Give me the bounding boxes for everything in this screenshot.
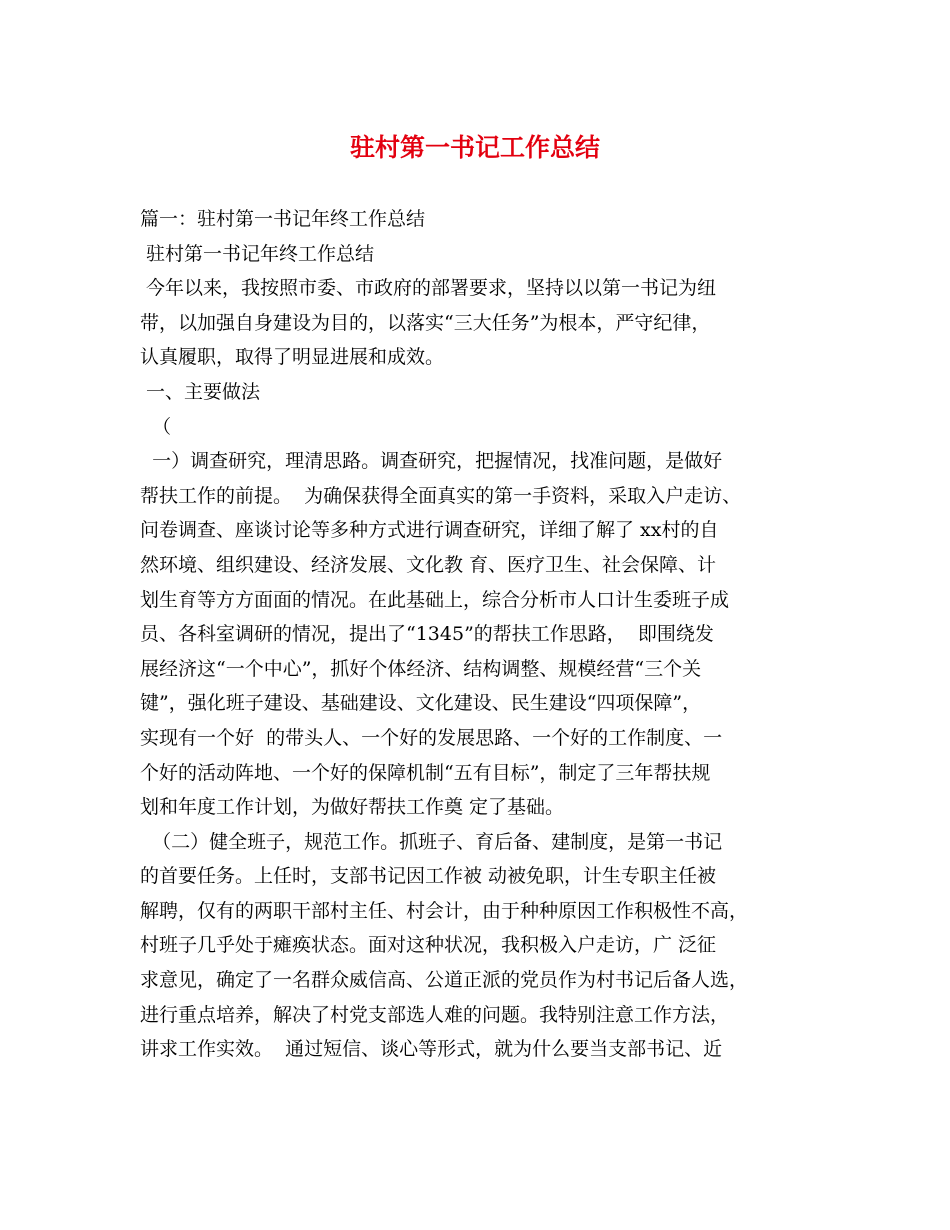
text-line: 讲求工作实效。 通过短信、谈心等形式，就为什么要当支部书记、近 — [140, 1038, 723, 1061]
text-line: 划和年度工作计划，为做好帮扶工作奠 定了基础。 — [140, 796, 565, 819]
text-line: 解聘，仅有的两职干部村主任、村会计，由于种种原因工作积极性不高， — [140, 899, 749, 922]
text-line: 认真履职，取得了明显进展和成效。 — [140, 346, 445, 369]
text-line: 今年以来，我按照市委、市政府的部署要求，坚持以以第一书记为纽 — [140, 277, 717, 300]
text-line: 村班子几乎处于瘫痪状态。面对这种状况，我积极入户走访，广 泛征 — [140, 934, 717, 957]
text-line: 带，以加强自身建设为目的，以落实“三大任务”为根本，严守纪律， — [140, 311, 711, 334]
text-line: （二）健全班子，规范工作。抓班子、育后备、建制度，是第一书记 — [140, 830, 723, 853]
text-line: 的首要任务。上任时，支部书记因工作被 动被免职，计生专职主任被 — [140, 865, 717, 888]
text-line: 划生育等方方面面的情况。在此基础上，综合分析市人口计生委班子成 — [140, 588, 730, 611]
text-line: 展经济这“一个中心”，抓好个体经济、结构调整、规模经营“三个关 — [140, 657, 702, 680]
text-line: 进行重点培养，解决了村党支部选人难的问题。我特别注意工作方法， — [140, 1003, 730, 1026]
document-body — [140, 202, 820, 1067]
text-line: 一）调查研究，理清思路。调查研究，把握情况，找准问题，是做好 — [140, 450, 723, 473]
text-line: 问卷调查、座谈讨论等多种方式进行调查研究，详细了解了 xx村的自 — [140, 519, 719, 542]
text-line: 键”，强化班子建设、基础建设、文化建设、民生建设“四项保障”， — [140, 692, 702, 715]
text-line: 实现有一个好 的带头人、一个好的发展思路、一个好的工作制度、一 — [140, 726, 723, 749]
document-title: 驻村第一书记工作总结 — [349, 133, 600, 162]
text-line: 帮扶工作的前提。 为确保获得全面真实的第一手资料，采取入户走访、 — [140, 484, 742, 507]
text-line: 一、主要做法 — [140, 380, 261, 403]
text-line: 求意见，确定了一名群众威信高、公道正派的党员作为村书记后备人选， — [140, 969, 749, 992]
text-line: （ — [140, 415, 172, 438]
text-line: 驻村第一书记年终工作总结 — [140, 242, 375, 265]
text-line: 篇一：驻村第一书记年终工作总结 — [140, 208, 426, 230]
text-line: 员、各科室调研的情况，提出了“1345”的帮扶工作思路， 即围绕发 — [140, 623, 714, 646]
text-line: 个好的活动阵地、一个好的保障机制“五有目标”，制定了三年帮扶规 — [140, 761, 711, 784]
text-line: 然环境、组织建设、经济发展、文化教 育、医疗卫生、社会保障、计 — [140, 553, 717, 576]
